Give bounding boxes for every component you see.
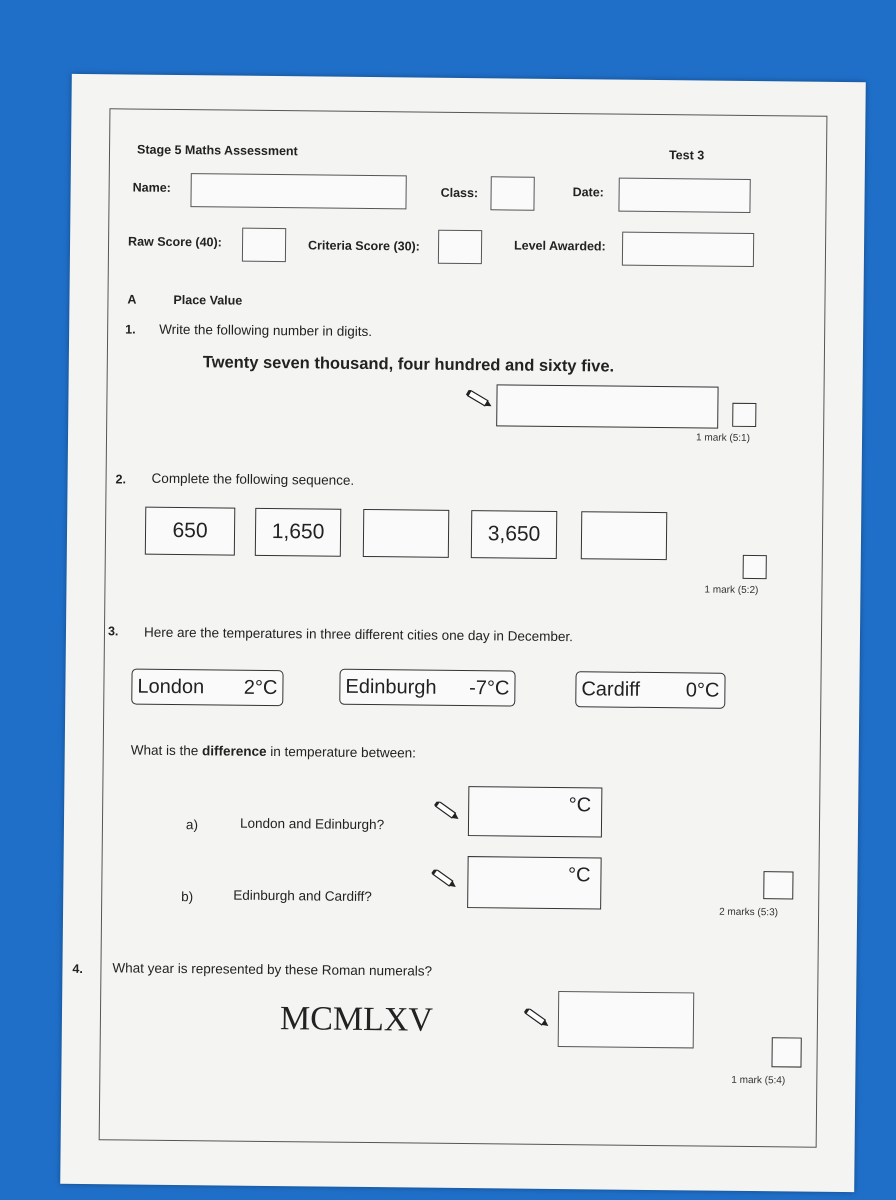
q1-answer-box[interactable]	[496, 384, 718, 428]
sequence-box-1: 650	[145, 507, 235, 556]
city-name: Cardiff	[581, 677, 641, 701]
q3a-answer-box[interactable]	[468, 786, 603, 837]
q1-text: Write the following number in digits.	[159, 321, 373, 340]
assessment-title: Stage 5 Maths Assessment	[136, 142, 298, 159]
raw-score-field[interactable]	[242, 228, 286, 262]
city-temperature: -7°C	[469, 676, 510, 699]
raw-score-label: Raw Score (40):	[128, 234, 222, 250]
q1-marks: 1 mark (5:1)	[695, 432, 751, 444]
q2-number: 2.	[115, 472, 127, 487]
q3a-label: a)	[185, 817, 199, 833]
q1-number: 1.	[125, 322, 136, 337]
sequence-box-5[interactable]	[581, 511, 667, 560]
city-edinburgh	[339, 669, 515, 707]
roman-numeral: MCMLXV	[279, 1000, 434, 1039]
name-field[interactable]	[190, 173, 406, 209]
worksheet-page	[60, 74, 866, 1192]
q3-prompt	[131, 743, 416, 761]
city-london	[131, 669, 283, 707]
class-label: Class:	[440, 185, 479, 201]
q1-number-words: Twenty seven thousand, four hundred and sixty five.	[202, 353, 615, 376]
date-label: Date:	[572, 185, 604, 200]
city-cardiff	[575, 671, 725, 709]
city-temperature: 2°C	[243, 676, 278, 699]
criteria-score-label: Criteria Score (30):	[307, 238, 420, 254]
pencil-icon	[464, 390, 494, 408]
q3b-label: b)	[181, 889, 194, 905]
pencil-icon	[522, 1009, 552, 1027]
q2-mark-box[interactable]	[743, 555, 767, 579]
q2-text: Complete the following sequence.	[151, 470, 355, 488]
q3b-unit: °C	[567, 864, 591, 887]
class-field[interactable]	[490, 176, 534, 210]
q4-mark-box[interactable]	[771, 1037, 801, 1067]
q3-marks: 2 marks (5:3)	[719, 906, 779, 919]
q4-text: What year is represented by these Roman numerals?	[112, 960, 433, 979]
date-field[interactable]	[618, 178, 750, 213]
sequence-box-3[interactable]	[363, 509, 449, 558]
q3a-unit: °C	[568, 794, 592, 817]
q3-mark-box[interactable]	[763, 871, 793, 899]
q4-number: 4.	[72, 961, 83, 977]
q4-answer-box[interactable]	[558, 991, 695, 1048]
q3b-text: Edinburgh and Cardiff?	[233, 887, 372, 905]
q3b-answer-box[interactable]	[467, 856, 602, 909]
q1-mark-box[interactable]	[732, 403, 756, 427]
city-name: London	[137, 675, 205, 698]
q3-text: Here are the temperatures in three different cities one day in December.	[143, 624, 574, 645]
q3-number: 3.	[107, 624, 119, 639]
section-letter: A	[127, 292, 137, 307]
q3-prompt-end: in temperature between:	[266, 743, 416, 761]
q3-prompt-emphasis: difference	[201, 743, 267, 759]
q4-marks: 1 mark (5:4)	[731, 1074, 786, 1087]
name-label: Name:	[132, 180, 171, 195]
q3a-text: London and Edinburgh?	[239, 815, 385, 833]
section-title: Place Value	[173, 292, 243, 308]
q3-prompt-start: What is the	[130, 742, 203, 759]
test-number: Test 3	[668, 148, 705, 163]
pencil-icon	[429, 870, 459, 888]
sequence-box-4: 3,650	[471, 510, 557, 559]
level-awarded-field[interactable]	[622, 232, 754, 267]
city-temperature: 0°C	[685, 678, 720, 702]
q2-marks: 1 mark (5:2)	[704, 584, 759, 597]
level-awarded-label: Level Awarded:	[513, 238, 606, 254]
criteria-score-field[interactable]	[438, 230, 482, 264]
pencil-icon	[432, 802, 462, 820]
city-name: Edinburgh	[345, 675, 437, 699]
sequence-box-2: 1,650	[255, 508, 341, 557]
